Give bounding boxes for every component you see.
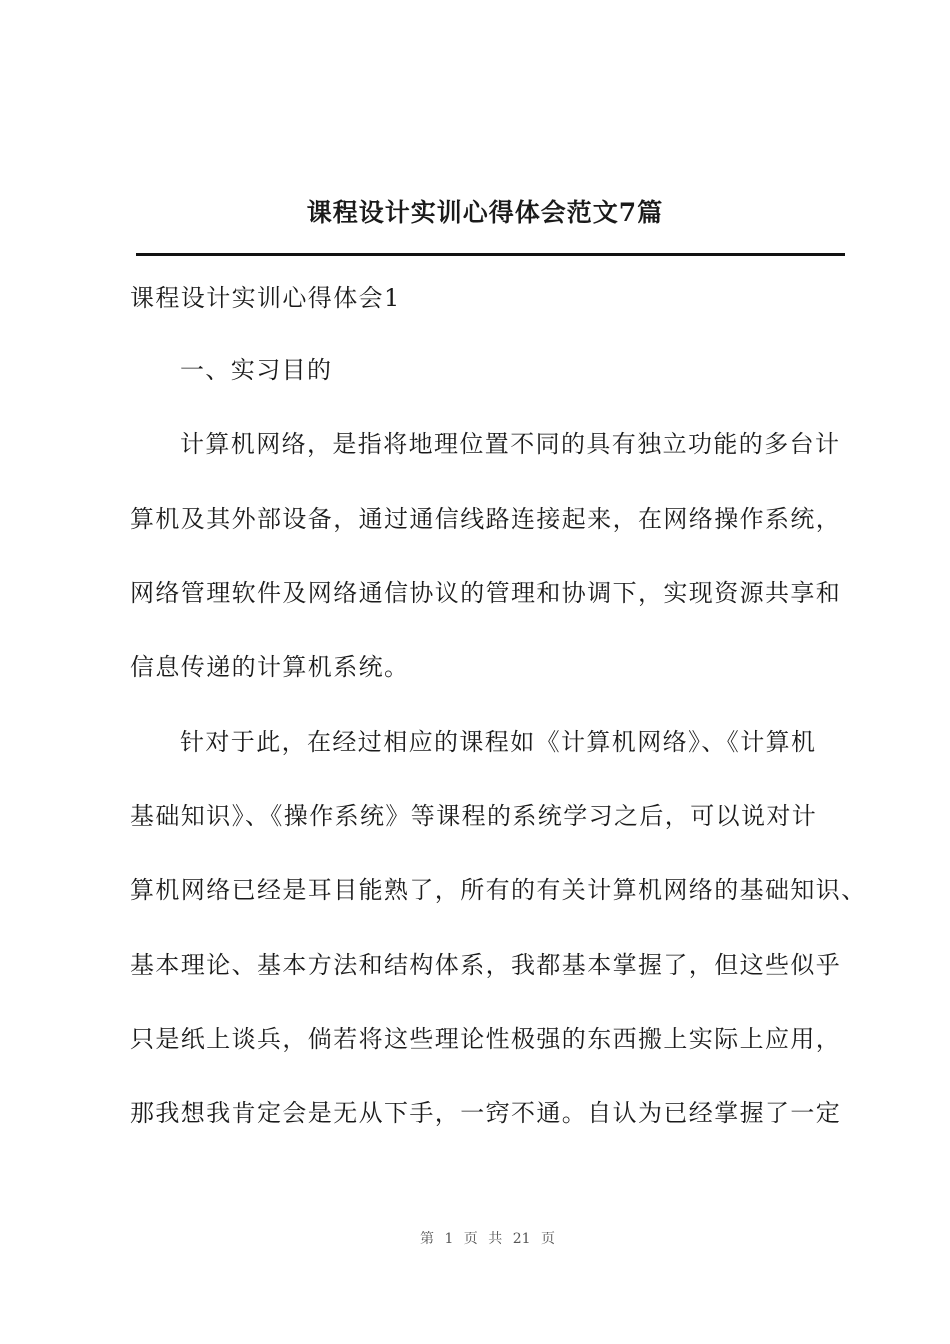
section-heading: 课程设计实训心得体会1 — [130, 284, 401, 312]
paragraph-line: 基本理论、基本方法和结构体系，我都基本掌握了，但这些似乎 — [130, 951, 842, 979]
paragraph-line: 算机及其外部设备，通过通信线路连接起来，在网络操作系统， — [130, 505, 842, 533]
page-footer: 第 1 页 共 21 页 — [420, 1231, 555, 1247]
subheading: 一、实习目的 — [180, 356, 333, 384]
paragraph-line: 针对于此，在经过相应的课程如《计算机网络》、《计算机 — [180, 728, 817, 756]
paragraph-line: 算机网络已经是耳目能熟了，所有的有关计算机网络的基础知识、 — [130, 876, 867, 904]
paragraph-line: 只是纸上谈兵，倘若将这些理论性极强的东西搬上实际上应用， — [130, 1025, 842, 1053]
paragraph-line: 那我想我肯定会是无从下手，一窍不通。自认为已经掌握了一定 — [130, 1099, 842, 1127]
paragraph-line: 网络管理软件及网络通信协议的管理和协调下，实现资源共享和 — [130, 579, 842, 607]
paragraph-line: 基础知识》、《操作系统》等课程的系统学习之后，可以说对计 — [130, 802, 818, 830]
paragraph-line: 信息传递的计算机系统。 — [130, 653, 410, 681]
paragraph-line: 计算机网络，是指将地理位置不同的具有独立功能的多台计 — [180, 430, 841, 458]
document-title: 课程设计实训心得体会范文7篇 — [306, 198, 664, 227]
title-divider — [136, 253, 845, 256]
